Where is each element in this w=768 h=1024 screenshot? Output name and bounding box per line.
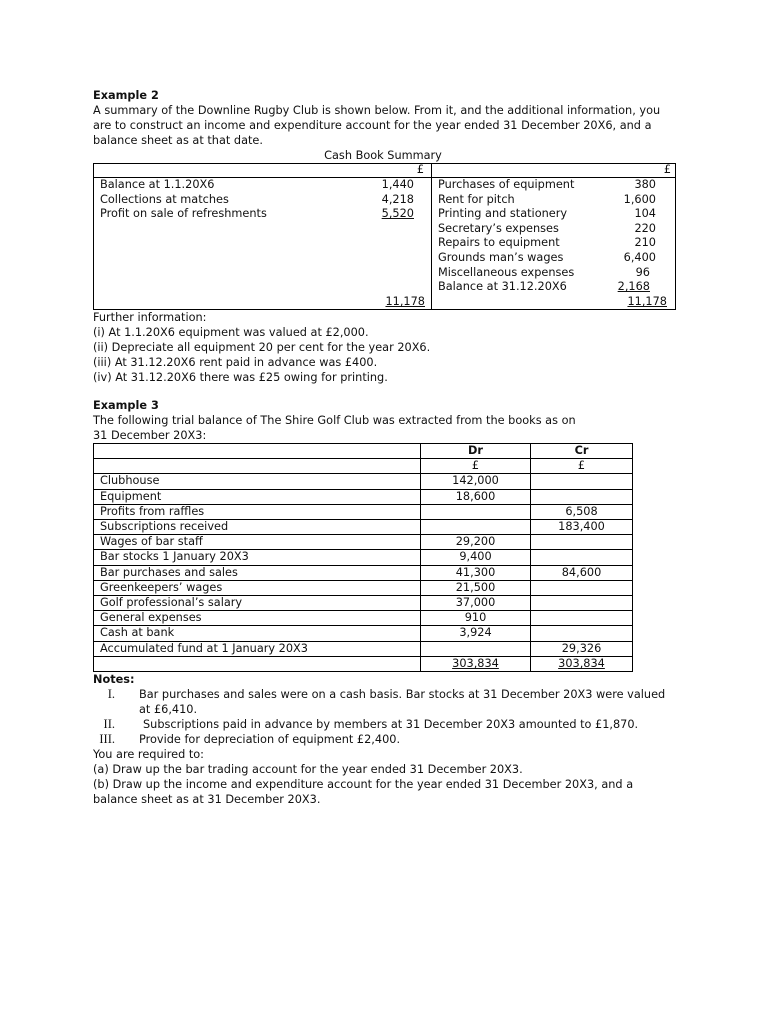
payments-currency-symbol: £ <box>663 163 671 176</box>
trial-balance-totals-row <box>94 656 633 671</box>
debit-amount <box>421 520 531 535</box>
receipt-label: Balance at 1.1.20X6 <box>100 178 215 191</box>
further-information-item: (iv) At 31.12.20X6 there was £25 owing for printing. <box>93 371 388 384</box>
note-numeral: III. <box>99 732 115 746</box>
note-text: Subscriptions paid in advance by members at 31 December 20X3 amounted to £1,870. <box>143 718 639 731</box>
trial-balance-currency-row <box>94 459 633 474</box>
intro-line: 31 December 20X3: <box>93 429 207 442</box>
requirement-line: balance sheet as at 31 December 20X3. <box>93 793 321 806</box>
trial-balance-row <box>94 474 633 489</box>
account-name: Profits from raffles <box>94 504 421 519</box>
credit-currency: £ <box>531 459 633 474</box>
further-information-heading: Further information: <box>93 311 207 324</box>
note-text: Bar purchases and sales were on a cash basis. Bar stocks at 31 December 20X3 were valued <box>139 688 666 701</box>
credit-amount <box>531 474 633 489</box>
payment-row <box>432 222 675 236</box>
requirement-line: (b) Draw up the income and expenditure account for the year ended 31 December 20X3, and a <box>93 778 634 791</box>
payment-label: Balance at 31.12.20X6 <box>438 280 567 294</box>
receipt-amount: 5,520 <box>381 207 414 221</box>
payment-amount: 380 <box>634 178 656 191</box>
account-name: General expenses <box>94 611 421 626</box>
receipt-row <box>94 207 431 221</box>
payments-header-row <box>432 163 675 177</box>
debit-amount: 910 <box>421 611 531 626</box>
notes-heading: Notes: <box>93 673 135 686</box>
credit-amount: 29,326 <box>531 641 633 656</box>
receipts-total-row <box>94 295 431 309</box>
receipt-label: Profit on sale of refreshments <box>100 207 267 221</box>
trial-balance-row <box>94 611 633 626</box>
intro-line: A summary of the Downline Rugby Club is shown below. From it, and the additional information, you <box>93 104 661 117</box>
credit-amount <box>531 580 633 595</box>
credit-amount <box>531 489 633 504</box>
credit-total: 303,834 <box>558 656 605 670</box>
credit-total-cell <box>531 656 633 671</box>
payment-label: Grounds man’s wages <box>438 251 564 264</box>
note-numeral: II. <box>103 717 115 731</box>
payment-label: Rent for pitch <box>438 192 515 206</box>
account-name: Bar stocks 1 January 20X3 <box>94 550 421 565</box>
cash-book-summary-table <box>93 163 676 310</box>
payment-amount: 210 <box>634 236 656 250</box>
trial-balance-header-row <box>94 444 633 459</box>
trial-balance-row <box>94 489 633 504</box>
debit-amount: 142,000 <box>421 474 531 489</box>
account-name: Equipment <box>94 489 421 504</box>
further-information-item: (iii) At 31.12.20X6 rent paid in advance was £400. <box>93 356 378 369</box>
payment-label: Miscellaneous expenses <box>438 265 575 279</box>
payment-amount: 6,400 <box>623 251 656 264</box>
payment-row <box>432 251 675 265</box>
trial-balance-row <box>94 626 633 641</box>
debit-header: Dr <box>421 444 531 459</box>
account-name: Clubhouse <box>94 474 421 489</box>
totals-label-cell <box>94 656 421 671</box>
note-text: at £6,410. <box>139 703 198 716</box>
note-text: Provide for depreciation of equipment £2,400. <box>139 733 401 746</box>
debit-total: 303,834 <box>452 656 499 670</box>
debit-amount: 37,000 <box>421 596 531 611</box>
payment-label: Repairs to equipment <box>438 236 560 250</box>
credit-amount <box>531 596 633 611</box>
payment-amount: 104 <box>634 207 656 221</box>
payment-label: Secretary’s expenses <box>438 221 559 235</box>
receipt-row <box>94 193 431 207</box>
debit-amount: 29,200 <box>421 535 531 550</box>
debit-amount: 3,924 <box>421 626 531 641</box>
intro-line: The following trial balance of The Shire Golf Club was extracted from the books as on <box>93 414 576 427</box>
payment-row <box>432 178 675 192</box>
receipts-total: 11,178 <box>385 295 425 308</box>
debit-currency: £ <box>421 459 531 474</box>
trial-balance-row <box>94 550 633 565</box>
example-2-heading: Example 2 <box>93 89 159 102</box>
account-name: Bar purchases and sales <box>94 565 421 580</box>
receipt-label: Collections at matches <box>100 192 229 206</box>
debit-amount: 21,500 <box>421 580 531 595</box>
account-name: Golf professional’s salary <box>94 596 421 611</box>
account-name: Greenkeepers’ wages <box>94 580 421 595</box>
account-name: Subscriptions received <box>94 520 421 535</box>
payment-label: Printing and stationery <box>438 207 568 221</box>
receipts-currency-symbol: £ <box>416 163 424 176</box>
trial-balance-row <box>94 565 633 580</box>
credit-amount <box>531 611 633 626</box>
credit-amount <box>531 535 633 550</box>
payment-amount: 96 <box>635 265 650 279</box>
note-numeral: I. <box>107 687 115 701</box>
credit-amount: 6,508 <box>531 504 633 519</box>
credit-amount: 183,400 <box>531 520 633 535</box>
trial-balance-row <box>94 580 633 595</box>
debit-amount: 41,300 <box>421 565 531 580</box>
receipt-amount: 1,440 <box>381 178 414 191</box>
receipt-row <box>94 178 431 192</box>
debit-amount <box>421 504 531 519</box>
trial-balance-table <box>93 443 633 672</box>
trial-balance-row <box>94 520 633 535</box>
account-name: Accumulated fund at 1 January 20X3 <box>94 641 421 656</box>
receipts-header-row <box>94 163 431 177</box>
payment-amount: 2,168 <box>617 280 650 294</box>
account-name: Wages of bar staff <box>94 535 421 550</box>
trial-balance-row <box>94 504 633 519</box>
payments-total-row <box>432 295 675 309</box>
payment-row <box>432 280 675 294</box>
account-header-cell <box>94 444 421 459</box>
debit-total-cell <box>421 656 531 671</box>
intro-line: are to construct an income and expenditure account for the year ended 31 December 20X6, and a <box>93 119 652 132</box>
trial-balance-row <box>94 641 633 656</box>
trial-balance-row <box>94 535 633 550</box>
payment-row <box>432 207 675 221</box>
account-name: Cash at bank <box>94 626 421 641</box>
payment-amount: 220 <box>634 221 656 235</box>
account-currency-cell <box>94 459 421 474</box>
further-information-item: (ii) Depreciate all equipment 20 per cent for the year 20X6. <box>93 341 431 354</box>
receipt-amount: 4,218 <box>381 192 414 206</box>
payment-row <box>432 193 675 207</box>
intro-line: balance sheet as at that date. <box>93 134 263 147</box>
credit-amount: 84,600 <box>531 565 633 580</box>
payment-row <box>432 266 675 280</box>
payments-total: 11,178 <box>627 295 667 308</box>
payment-label: Purchases of equipment <box>438 178 575 191</box>
requirements-heading: You are required to: <box>93 748 204 761</box>
credit-header: Cr <box>531 444 633 459</box>
requirement-line: (a) Draw up the bar trading account for the year ended 31 December 20X3. <box>93 763 523 776</box>
cash-book-title: Cash Book Summary <box>324 149 442 162</box>
payment-amount: 1,600 <box>623 192 656 206</box>
debit-amount <box>421 641 531 656</box>
debit-amount: 9,400 <box>421 550 531 565</box>
debit-amount: 18,600 <box>421 489 531 504</box>
example-3-heading: Example 3 <box>93 399 159 412</box>
payment-row <box>432 236 675 250</box>
credit-amount <box>531 550 633 565</box>
credit-amount <box>531 626 633 641</box>
further-information-item: (i) At 1.1.20X6 equipment was valued at £2,000. <box>93 326 369 339</box>
trial-balance-row <box>94 596 633 611</box>
